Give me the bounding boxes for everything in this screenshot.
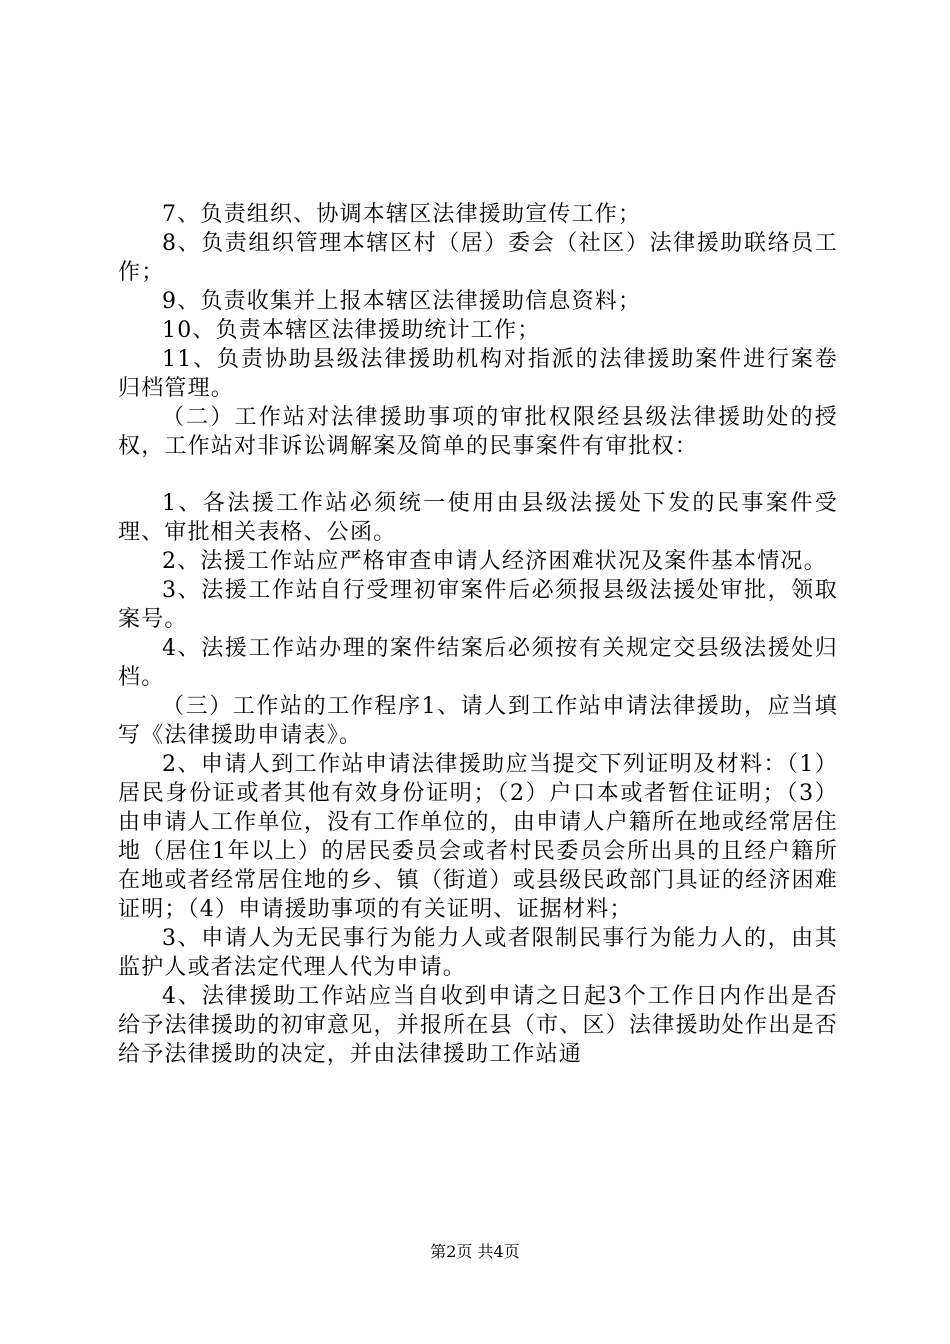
paragraph-approval-1: 1、各法援工作站必须统一使用由县级法援处下发的民事案件受理、审批相关表格、公函。	[118, 491, 838, 545]
paragraph-approval-2: 2、法援工作站应严格审查申请人经济困难状况及案件基本情况。	[162, 549, 827, 574]
page-number-footer: 第2页 共4页	[430, 1242, 520, 1261]
document-body	[118, 200, 838, 1069]
paragraph-procedure-4: 4、法律援助工作站应当自收到申请之日起3个工作日内作出是否给予法律援助的初审意见，并报所在县（市、区）法律援助处作出是否给予法律援助的决定，并由法律援助工作站通	[118, 984, 838, 1067]
paragraph-item-7: 7、负责组织、协调本辖区法律援助宣传工作；	[162, 202, 642, 227]
section-heading-2: （二）工作站对法律援助事项的审批权限经县级法律援助处的授权，工作站对非诉讼调解案及简单的民事案件有审批权：	[118, 405, 838, 459]
section-heading-3: （三）工作站的工作程序1、请人到工作站申请法律援助，应当填写《法律援助申请表》。	[118, 694, 838, 748]
paragraph-procedure-3: 3、申请人为无民事行为能力人或者限制民事行为能力人的，由其监护人或者法定代理人代为申请。	[118, 926, 838, 980]
paragraph-item-10: 10、负责本辖区法律援助统计工作；	[162, 318, 541, 343]
paragraph-approval-3: 3、法援工作站自行受理初审案件后必须报县级法援处审批，领取案号。	[118, 578, 838, 632]
paragraph-item-9: 9、负责收集并上报本辖区法律援助信息资料；	[162, 289, 642, 314]
paragraph-approval-4: 4、法援工作站办理的案件结案后必须按有关规定交县级法援处归档。	[118, 636, 838, 690]
paragraph-procedure-2: 2、申请人到工作站申请法律援助应当提交下列证明及材料：（1）居民身份证或者其他有效身份证明；（2）户口本或者暂住证明；（3）由申请人工作单位，没有工作单位的，由申请人户籍所在地或经常居住地（居住1年以上）的居民委员会或者村民委员会所出具的且经户籍所在地或者经常居住地的乡、镇（街道）或县级民政部门具证的经济困难证明；（4）申请援助事项的有关证明、证据材料；	[118, 752, 838, 922]
paragraph-item-11: 11、负责协助县级法律援助机构对指派的法律援助案件进行案卷归档管理。	[118, 347, 838, 401]
paragraph-item-8: 8、负责组织管理本辖区村（居）委会（社区）法律援助联络员工作；	[118, 231, 838, 285]
